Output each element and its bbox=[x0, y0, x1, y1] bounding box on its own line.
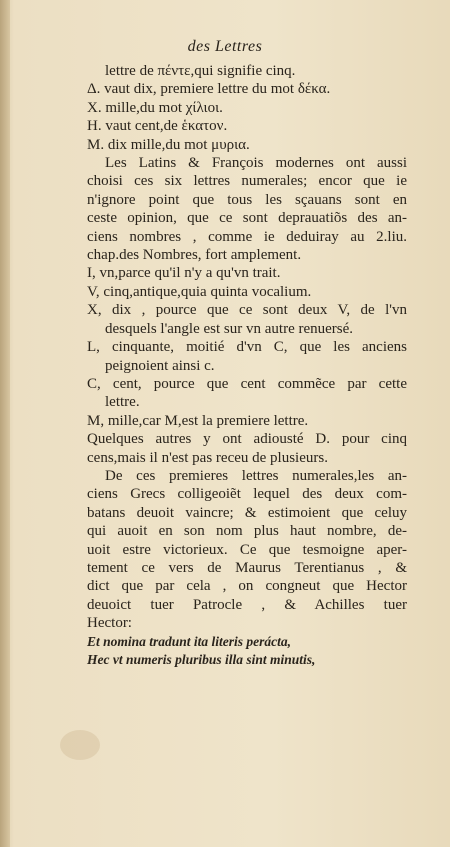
text-line: peignoient ainsi c. bbox=[105, 357, 215, 374]
text-line: n'ignore point que tous les sçauans sont en bbox=[87, 191, 407, 208]
text-line: cens,mais il n'est pas receu de plusieurs. bbox=[87, 449, 328, 466]
text-line: Hector: bbox=[87, 615, 132, 632]
text-line: ciens Grecs colligeoiẽt lequel des deux com- bbox=[87, 486, 407, 503]
text-line: choisi ces six lettres numerales; encor que ie bbox=[87, 173, 407, 190]
text-line: L, cinquante, moitié d'vn C, que les anciens bbox=[87, 339, 407, 356]
text-line: lettre. bbox=[105, 394, 140, 411]
text-line: H. vaut cent,de ἑκατον. bbox=[87, 118, 228, 135]
page-binding-edge bbox=[0, 0, 10, 847]
text-line: tement ce vers de Maurus Terentianus , & bbox=[87, 559, 407, 576]
text-line: Les Latins & François modernes ont aussi bbox=[105, 155, 407, 172]
text-line: ceste opinion, que ce sont deprauatiõs des an- bbox=[87, 210, 407, 227]
text-line: lettre de πέντε,qui signifie cinq. bbox=[105, 63, 296, 79]
text-line: I, vn,parce qu'il n'y a qu'vn trait. bbox=[87, 265, 281, 282]
text-line: chap.des Nombres, fort amplement. bbox=[87, 247, 302, 264]
text-line: ciens nombres , comme ie deduiray au 2.liu. bbox=[87, 228, 407, 245]
text-line: deuoict tuer Patrocle , & Achilles tuer bbox=[87, 596, 407, 613]
text-line: desquels l'angle est sur vn autre renuersé. bbox=[105, 320, 354, 337]
text-line: M, mille,car M,est la premiere lettre. bbox=[87, 412, 309, 429]
text-line: uoit estre victorieux. Ce que tesmoigne aper- bbox=[87, 541, 407, 558]
quote-line: Hec vt numeris pluribus illa sint minutis, bbox=[87, 652, 316, 667]
body-text bbox=[87, 62, 407, 669]
quote-line: Et nomina tradunt ita literis perácta, bbox=[87, 633, 292, 649]
text-line: M. dix mille,du mot μυρια. bbox=[87, 136, 250, 153]
text-line: Quelques autres y ont adiousté D. pour cinq bbox=[87, 431, 407, 448]
text-line: De ces premieres lettres numerales,les an- bbox=[105, 467, 407, 484]
text-line: V, cinq,antique,quia quinta vocalium. bbox=[87, 283, 312, 300]
text-line: dict que par cela , on congneut que Hector bbox=[87, 578, 407, 595]
text-line: X. mille,du mot χίλιοι. bbox=[87, 99, 223, 116]
text-line: qui auoit en son nom plus haut nombre, de- bbox=[87, 523, 407, 540]
text-line: batans deuoit vaincre; & estimoient que celuy bbox=[87, 504, 407, 521]
text-line: C, cent, pource que cent commẽce par cette bbox=[87, 375, 407, 392]
paper-stain bbox=[60, 730, 100, 760]
running-header: des Lettres bbox=[187, 38, 263, 55]
text-line: Δ. vaut dix, premiere lettre du mot δέκα. bbox=[87, 81, 331, 98]
text-line: X, dix , pource que ce sont deux V, de l'vn bbox=[87, 302, 407, 319]
